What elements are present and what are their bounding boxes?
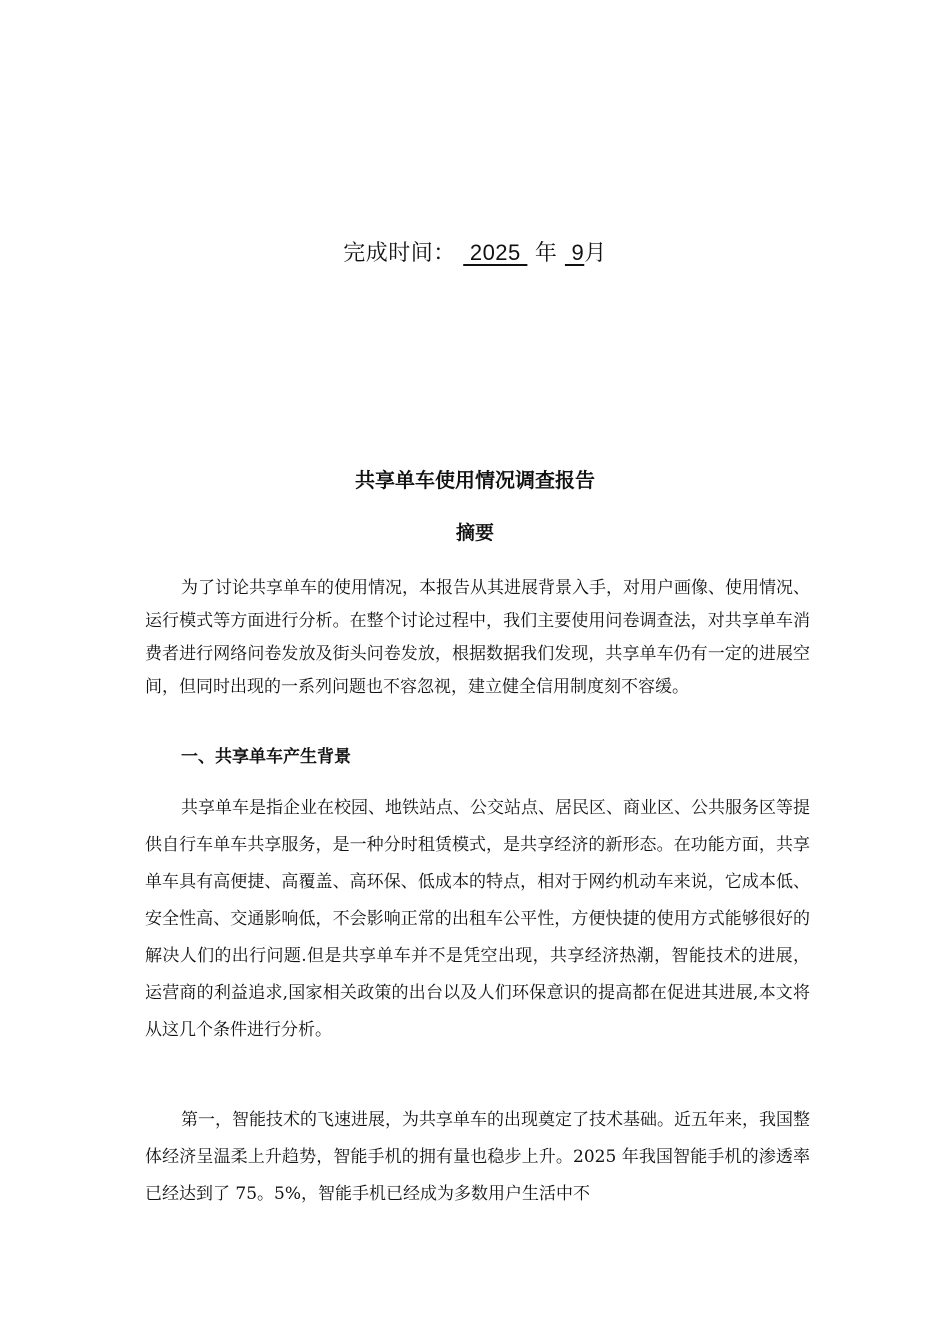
report-title: 共享单车使用情况调查报告 bbox=[355, 468, 595, 492]
background-paragraph: 共享单车是指企业在校园、地铁站点、公交站点、居民区、商业区、公共服务区等提供自行车单车共享服务，是一种分时租赁模式，是共享经济的新形态。在功能方面，共享单车具有高便捷、高覆盖、高环保、低成本的特点，相对于网约机动车来说，它成本低、安全性高、交通影响低，不会影响正常的出租车公平性，方便快捷的使用方式能够很好的解决人们的出行问题.但是共享单车并不是凭空出现，共享经济热潮，智能技术的进展，运营商的利益追求,国家相关政策的出台以及人们环保意识的提高都在促进其进展,本文将从这几个条件进行分析。 bbox=[145, 798, 810, 1040]
first-point-paragraph: 第一，智能技术的飞速进展，为共享单车的出现奠定了技术基础。近五年来，我国整体经济呈温柔上升趋势，智能手机的拥有量也稳步上升。2025 年我国智能手机的渗透率已经达到了 75。5%，智能手机已经成为多数用户生活中不 bbox=[145, 1110, 810, 1204]
completion-date-line bbox=[0, 236, 950, 267]
completion-label: 完成时间： bbox=[343, 241, 456, 266]
abstract-paragraph: 为了讨论共享单车的使用情况，本报告从其进展背景入手，对用户画像、使用情况、运行模式等方面进行分析。在整个讨论过程中，我们主要使用问卷调查法，对共享单车消费者进行网络问卷发放及街头问卷发放，根据数据我们发现，共享单车仍有一定的进展空间，但同时出现的一系列问题也不容忽视，建立健全信用制度刻不容缓。 bbox=[145, 578, 810, 697]
completion-year: 2025 bbox=[463, 240, 528, 265]
section-heading: 一、共享单车产生背景 bbox=[181, 747, 351, 767]
completion-year-unit: 年 bbox=[534, 241, 558, 266]
completion-month-unit: 月 bbox=[584, 241, 607, 266]
completion-month: 9 bbox=[564, 240, 585, 265]
abstract-heading: 摘要 bbox=[455, 522, 494, 544]
